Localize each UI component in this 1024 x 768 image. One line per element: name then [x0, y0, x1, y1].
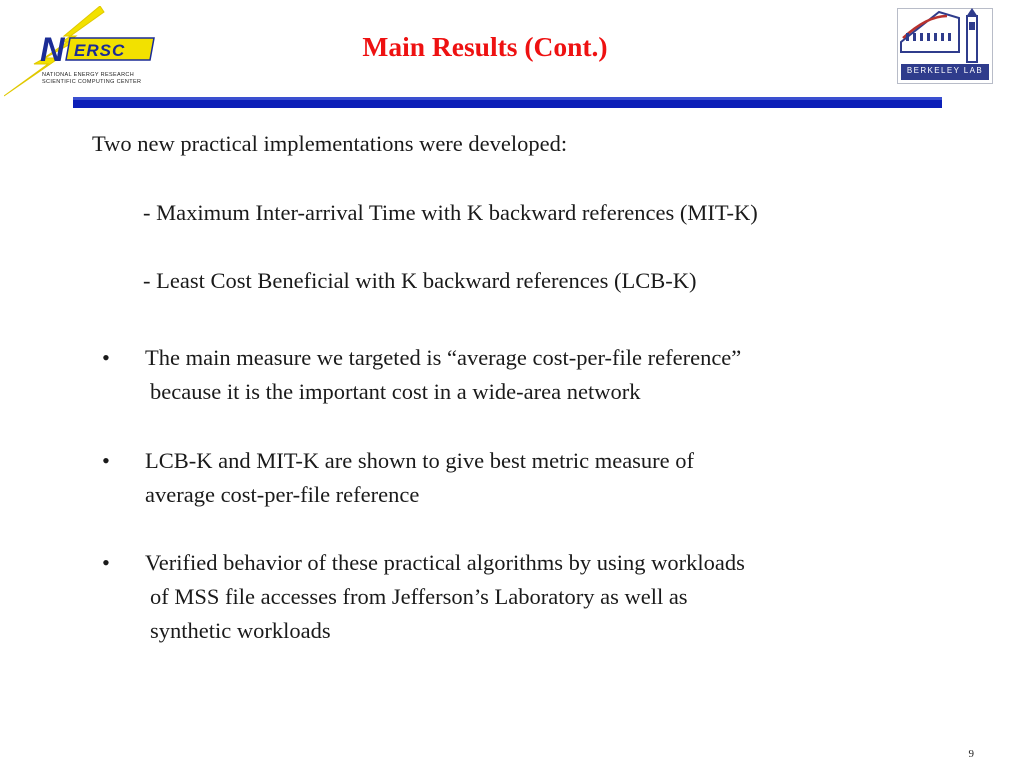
bullet-marker: •	[102, 550, 110, 575]
dash-item-lcb-k: - Least Cost Beneficial with K backward references (LCB-K)	[143, 268, 697, 293]
page-number: 9	[968, 748, 974, 760]
bullet-marker: •	[102, 448, 110, 473]
bullet-3-line-1: Verified behavior of these practical algorithms by using workloads	[145, 550, 745, 575]
bullet-2-line-2: average cost-per-file reference	[145, 482, 420, 507]
header-divider	[73, 97, 942, 108]
nersc-n-glyph: N	[40, 31, 65, 69]
bullet-3-line-3: synthetic workloads	[150, 618, 331, 643]
bullet-1-line-1: The main measure we targeted is “average cost-per-file reference”	[145, 345, 742, 370]
slide-title: Main Results (Cont.)	[362, 31, 608, 62]
nersc-caption-line1: NATIONAL ENERGY RESEARCH	[42, 72, 135, 78]
nersc-caption-line2: SCIENTIFIC COMPUTING CENTER	[42, 79, 142, 85]
dash-item-mit-k: - Maximum Inter-arrival Time with K backward references (MIT-K)	[143, 200, 758, 225]
bullet-2-line-1: LCB-K and MIT-K are shown to give best metric measure of	[145, 448, 695, 473]
berkeley-lab-label: BERKELEY LAB	[906, 66, 984, 75]
nersc-caption	[42, 72, 141, 86]
bullet-3-line-2: of MSS file accesses from Jefferson’s Laboratory as well as	[150, 584, 688, 609]
nersc-wordmark: ERSC	[74, 41, 126, 60]
bullet-1-line-2: because it is the important cost in a wide-area network	[150, 379, 641, 404]
bullet-marker: •	[102, 345, 110, 370]
intro-text: Two new practical implementations were developed:	[92, 131, 568, 156]
